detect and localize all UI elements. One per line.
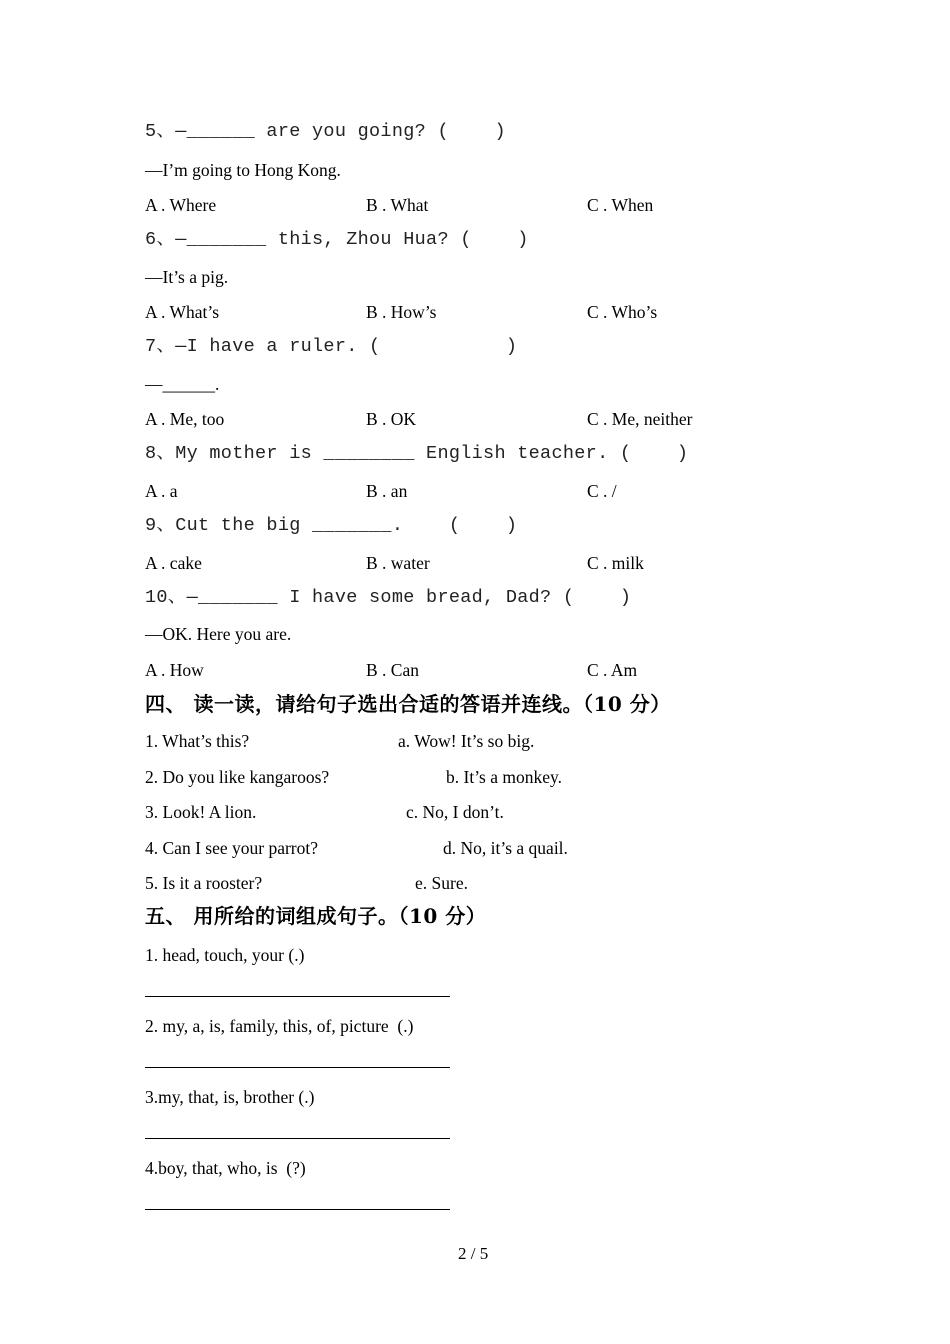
question-10-stem: 10、—_______ I have some bread, Dad? ( ) [145,587,632,608]
question-10-option-b: B . Can [366,660,419,680]
answer-line [145,1138,450,1139]
question-8-option-c: C . / [587,481,617,501]
question-10-reply: —OK. Here you are. [145,624,292,644]
match-left-item: 5. Is it a rooster? [145,873,263,893]
question-8-option-a: A . a [145,481,178,501]
question-7-option-a: A . Me, too [145,409,225,429]
question-6-option-a: A . What’s [145,302,220,322]
match-left-item: 2. Do you like kangaroos? [145,767,330,787]
section-5-heading: 五、 用所给的词组成句子。（10 分） [145,904,487,928]
question-5-option-b: B . What [366,195,429,215]
match-right-item: d. No, it’s a quail. [443,838,568,858]
match-right-item: b. It’s a monkey. [446,767,562,787]
question-7-option-b: B . OK [366,409,417,429]
sentence-prompt: 4.boy, that, who, is (?) [145,1158,306,1178]
question-9-option-c: C . milk [587,553,644,573]
question-7-option-c: C . Me, neither [587,409,693,429]
match-left-item: 1. What’s this? [145,731,250,751]
sentence-prompt: 1. head, touch, your (.) [145,945,305,965]
match-left-item: 4. Can I see your parrot? [145,838,318,858]
section-4-heading: 四、 读一读，请给句子选出合适的答语并连线。（10 分） [145,692,671,716]
question-10-option-a: A . How [145,660,204,680]
sentence-prompt: 3.my, that, is, brother (.) [145,1087,315,1107]
question-5-option-a: A . Where [145,195,217,215]
answer-line [145,1067,450,1068]
question-6-option-c: C . Who’s [587,302,658,322]
question-5-stem: 5、—______ are you going? ( ) [145,121,506,142]
question-6-option-b: B . How’s [366,302,437,322]
question-8-stem: 8、My mother is ________ English teacher. ( ) [145,443,689,464]
match-right-item: e. Sure. [415,873,468,893]
question-8-option-b: B . an [366,481,408,501]
question-5-reply: —I’m going to Hong Kong. [145,160,341,180]
question-6-stem: 6、—_______ this, Zhou Hua? ( ) [145,229,529,250]
question-10-option-c: C . Am [587,660,638,680]
page-number: 2 / 5 [458,1244,489,1263]
question-9-stem: 9、Cut the big _______. ( ) [145,515,518,536]
question-5-option-c: C . When [587,195,654,215]
match-right-item: a. Wow! It’s so big. [398,731,535,751]
question-9-option-b: B . water [366,553,430,573]
question-9-option-a: A . cake [145,553,202,573]
question-7-stem: 7、—I have a ruler. ( ) [145,336,518,357]
sentence-prompt: 2. my, a, is, family, this, of, picture (.) [145,1016,414,1036]
answer-line [145,996,450,997]
match-right-item: c. No, I don’t. [406,802,504,822]
question-6-reply: —It’s a pig. [145,267,229,287]
match-left-item: 3. Look! A lion. [145,802,257,822]
answer-line [145,1209,450,1210]
question-7-reply: —______. [145,374,220,394]
